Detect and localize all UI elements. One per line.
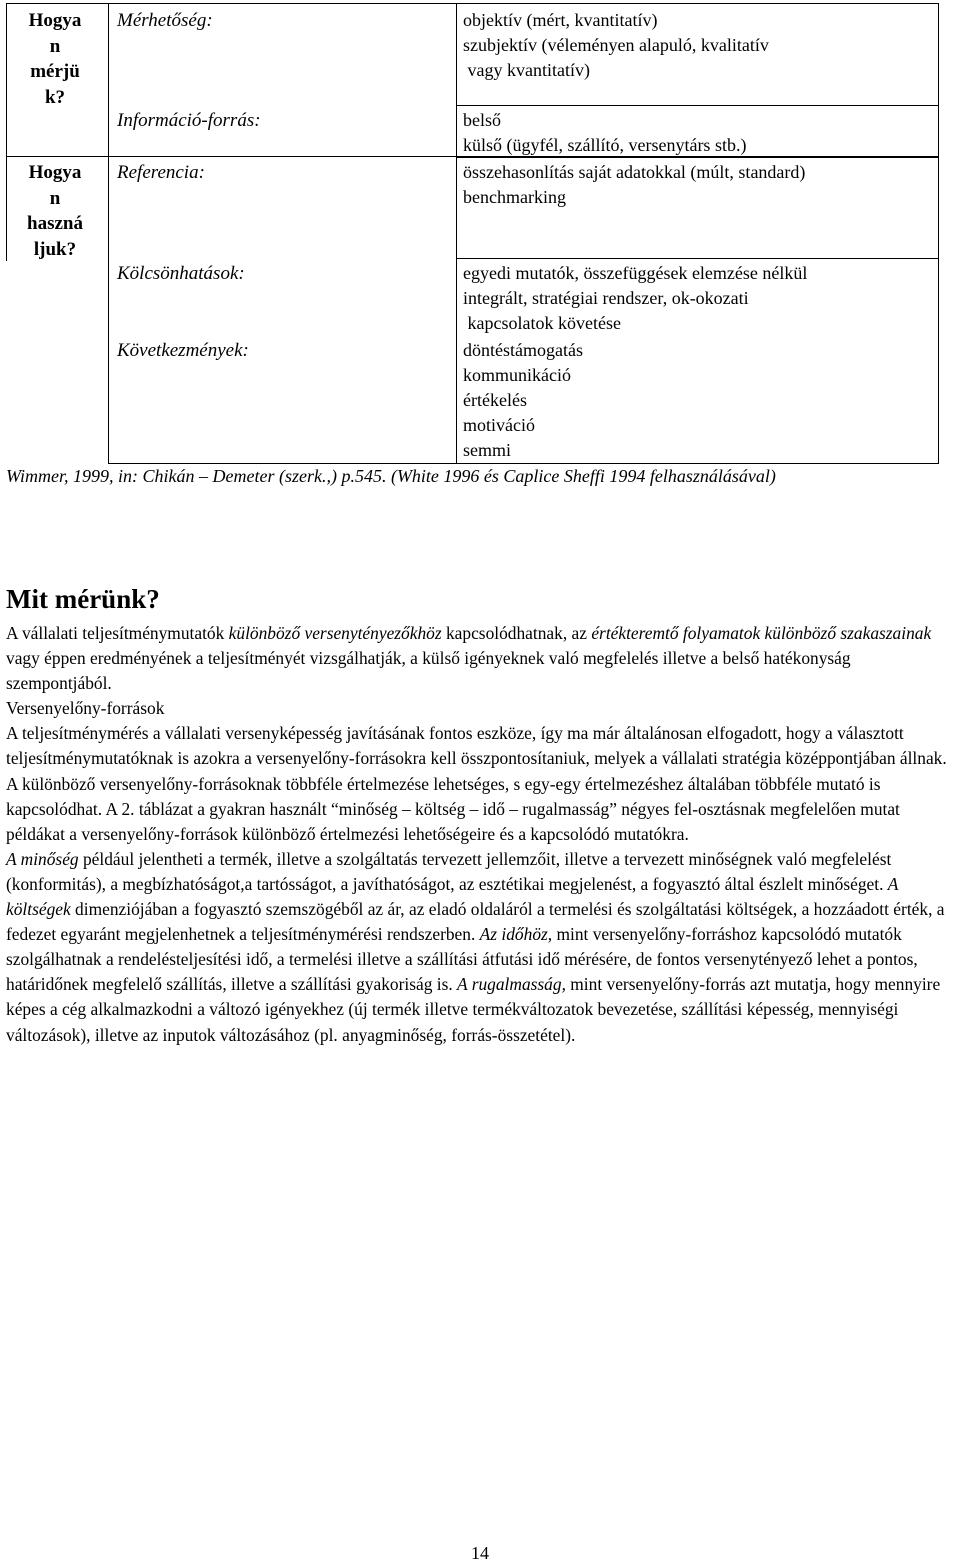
value-line: belső bbox=[463, 110, 501, 130]
question-line: n bbox=[49, 187, 61, 209]
value-line: döntéstámogatás bbox=[463, 340, 583, 360]
value-line: benchmarking bbox=[463, 187, 566, 207]
text-run: Versenyelőny-források bbox=[6, 698, 165, 719]
row-label-information-source: Információ-forrás: bbox=[117, 110, 261, 131]
paragraph-subheading bbox=[6, 696, 956, 721]
value-line: motiváció bbox=[463, 415, 535, 435]
row-values-information-source bbox=[463, 108, 746, 158]
text-run: mint versenyelőny-forráshoz kapcsolódó mutatók szolgálhatnak a rendelésteljesítési idő, a termelési illetve a szállítási átfutási idő mérésére, de fontos versenytényező lehet a pontos, határidőnek megfelelő szállítás, illetve a szállítási gyakoriság is. bbox=[6, 924, 918, 995]
text-run: dimenziójában a fogyasztó szemszögéből az ár, az eladó oldaláról a termelési és szolgáltatási költségek, a hozzáadott érték, a fedezet egyaránt megjelenhetnek a teljesítménymérési rendszerben. bbox=[6, 899, 945, 945]
value-line: kapcsolatok követése bbox=[463, 313, 621, 333]
table-row-divider-1 bbox=[456, 105, 939, 106]
value-line: értékelés bbox=[463, 390, 527, 410]
text-run: A teljesítménymérés a vállalati versenyképesség javításának fontos eszköze, így ma már általánosan elfogadott, hogy a választott teljesítménymutatóknak is azokra a versenyelőny-forrásokra kell összpontosítaniuk, melyek a vállalati stratégia középpontjában állnak. A különböző versenyelőny-forrásoknak többféle értelmezése lehetséges, s egy-egy értelmezéshez általában többféle mutató is kapcsolódhat. A 2. táblázat a gyakran használt “minőség – költség – idő – rugalmasság” négyes fel-osztásnak megfelelően mutat példákat a versenyelőny-források különböző értelmezési lehetőségeire és a kapcsolódó mutatókra. bbox=[6, 723, 947, 844]
value-line: szubjektív (véleményen alapuló, kvalitatív bbox=[463, 35, 769, 55]
question-how-measure bbox=[10, 8, 100, 110]
table-row-divider-4 bbox=[456, 258, 939, 259]
body-text bbox=[6, 621, 956, 1048]
text-run: kapcsolódhatnak, az bbox=[441, 623, 592, 643]
table-col-divider-1 bbox=[108, 3, 109, 464]
value-line: semmi bbox=[463, 440, 511, 460]
question-line: ljuk? bbox=[33, 238, 77, 260]
section-title: Mit mérünk? bbox=[6, 584, 160, 614]
question-line: haszná bbox=[27, 213, 83, 234]
question-how-use bbox=[10, 160, 100, 262]
italic-run: A rugalmasság, bbox=[457, 974, 566, 995]
value-line: objektív (mért, kvantitatív) bbox=[463, 10, 658, 30]
row-label-measurability: Mérhetőség: bbox=[117, 10, 213, 31]
italic-run: értékteremtő folyamatok különböző szakaszainak bbox=[591, 623, 932, 643]
question-line: k? bbox=[44, 86, 66, 108]
table-top-border bbox=[6, 3, 939, 4]
value-line: vagy kvantitatív) bbox=[463, 60, 590, 80]
text-run: vagy éppen eredményének a teljesítményét vizsgálhatják, a külső igényeknek való megfelelés illetve a belső hatékonyság szempontjából. bbox=[6, 648, 851, 694]
text-run: mint versenyelőny-forrás azt mutatja, hogy mennyire képes a cég alkalmazkodni a változó igényekhez (új termék illetve termékváltozatok bevezetése, szállítási képesség, mennyiségi változások), illetve az inputok változásához (pl. anyagminőség, forrás-összetétel). bbox=[6, 974, 941, 1045]
question-line: Hogya bbox=[28, 162, 82, 183]
row-values-interactions bbox=[463, 261, 807, 336]
row-values-consequences bbox=[463, 338, 583, 463]
table-left-border bbox=[6, 3, 7, 261]
row-label-consequences: Következmények: bbox=[117, 340, 249, 361]
row-values-reference bbox=[463, 160, 805, 210]
value-line: összehasonlítás saját adatokkal (múlt, standard) bbox=[463, 162, 806, 182]
question-line: mérjü bbox=[30, 61, 80, 82]
italic-run: A költségek bbox=[6, 873, 899, 920]
value-line: egyedi mutatók, összefüggések elemzése nélkül bbox=[463, 263, 808, 283]
table-right-border bbox=[938, 3, 939, 464]
text-run: például jelentheti a termék, illetve a szolgáltatás tervezett jellemzőit, illetve a tervezett minőségnek való megfelelést (konformitás), a megbízhatóságot,a tartósságot, a javíthatóságot, az esztétikai megjelenést, a fogyasztó által észlelt minőséget. bbox=[6, 848, 892, 894]
page-number: 14 bbox=[471, 1543, 489, 1563]
italic-run: A minőség bbox=[6, 848, 79, 869]
paragraph-competitive-advantage bbox=[6, 721, 956, 846]
paragraph-dimensions bbox=[6, 847, 956, 1048]
table-caption: Wimmer, 1999, in: Chikán – Demeter (szerk.,) p.545. (White 1996 és Caplice Sheffi 1994 felhasználásával) bbox=[6, 466, 776, 486]
row-label-interactions: Kölcsönhatások: bbox=[117, 263, 245, 284]
italic-run: különböző versenytényezőkhöz bbox=[228, 623, 442, 643]
italic-run: Az időhöz, bbox=[479, 924, 553, 945]
text-run: A vállalati teljesítménymutatók bbox=[6, 623, 229, 643]
table-bottom-border bbox=[108, 463, 939, 464]
question-line: n bbox=[49, 35, 61, 57]
row-label-reference: Referencia: bbox=[117, 162, 205, 183]
row-values-measurability bbox=[463, 8, 769, 83]
table-col-divider-2 bbox=[456, 3, 457, 464]
question-line: Hogya bbox=[28, 10, 82, 31]
value-line: integrált, stratégiai rendszer, ok-okozati bbox=[463, 288, 749, 308]
value-line: külső (ügyfél, szállító, versenytárs stb.) bbox=[463, 135, 747, 155]
value-line: kommunikáció bbox=[463, 365, 571, 385]
paragraph-intro bbox=[6, 621, 956, 696]
